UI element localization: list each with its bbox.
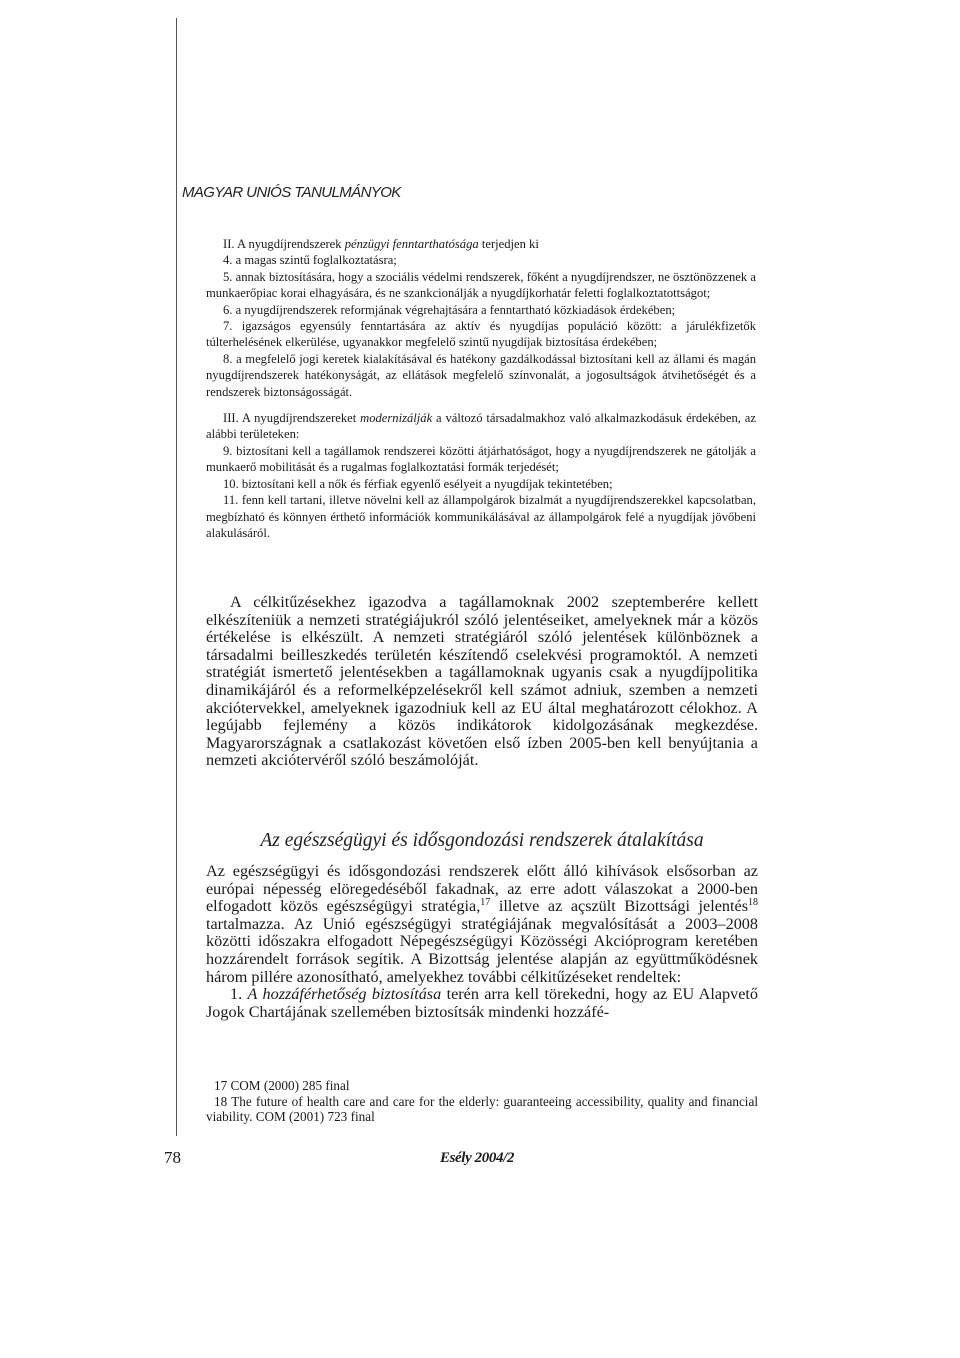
journal-name: Esély 2004/2: [440, 1150, 514, 1166]
section-iii-intro: III. A nyugdíjrendszereket modernizálják a változó társadalmakhoz való alkalmazkodásuk érdekében, az alábbi területeken:: [206, 411, 756, 442]
body-paragraph: A célkitűzésekhez igazodva a tagállamoknak 2002 szeptemberére kellett elkészíteniük a nemzeti stratégiájukról szóló jelentéseiket, amelyeknek már a közös értékelése is elkészült. A nemzeti stratégiáról szóló jelentések különböznek a társadalmi beilleszkedés területén készítendő cselekvési programoktól. A nemzeti stratégiát ismertető jelentésekben a tagállamoknak ugyanis csak a nyugdíjpolitika dinamikájáról és a reformelképzelésekről kell számot adniuk, szemben a nemzeti akciótervekkel, amelyeknek igazodniuk kell az EU által meghatározott célokhoz. A legújabb fejlemény a közös indikátorok kidolgozásának megkezdése. Magyarországnak a csatlakozást követően első ízben 2005-ben kell benyújtania a nemzeti akciótervéről szóló beszámolóját.: [206, 593, 758, 770]
list-item-5: 5. annak biztosítására, hogy a szociális védelmi rendszerek, főként a nyugdíjrendszer, ne ösztönözzenek a munkaerőpiac korai elhagyására, és ne szankcionálják a nyugdíjkorhatár feletti foglalkoztatottságot;: [206, 269, 756, 301]
list-item-7: 7. igazságos egyensúly fenntartására az aktív és nyugdíjas populáció között: a járulékfizetők túlterhelésének elkerülése, ugyanakkor megfelelő szintű nyugdíjak biztosítása érdekében;: [206, 319, 756, 350]
footnote-18: 18 The future of health care and care for the elderly: guaranteeing accessibility, quality and financial viability. COM (2001) 723 final: [206, 1093, 758, 1125]
list-item-11: 11. fenn kell tartani, illetve növelni kell az állampolgárok bizalmát a nyugdíjrendszerekkel kapcsolatban, megbízható és könnyen érthető információk kommunikálásával az állampolgárok felé a nyugdíjak jövőbeni alakulásáról.: [206, 493, 756, 540]
running-head: MAGYAR UNIÓS TANULMÁNYOK: [182, 184, 401, 201]
page-number: 78: [164, 1148, 181, 1167]
margin-rule: [176, 18, 177, 1136]
footnote-17: 17 COM (2000) 285 final: [214, 1078, 350, 1093]
footnotes: [206, 1078, 758, 1125]
list-item-4: 4. a magas szintű foglalkoztatásra;: [223, 253, 397, 268]
section-paragraph-1: Az egészségügyi és idősgondozási rendszerek előtt álló kihívások elsősorban az európai népesség elöregedéséből fakadnak, az erre adott válaszokat a 2000-ben elfogadott közös egészségügyi stratégia,$^{17}$ illetve az açszült Bizottsági jelentés$^{18}$ tartalmazza. Az Unió egészségügyi stratégiájának megvalósítását a 2003–2008 közötti időszakra elfogadott Népegészségügyi Közösségi Akcióprogram keretében hozzárendelt források segítik. A Bizottság jelentése alapján az együttműködésnek három pillére azonosítható, amelyekhez további célkitűzéseket rendeltek:: [206, 862, 758, 986]
section-body: [206, 863, 758, 1021]
footnote-ref-18[interactable]: 18: [748, 897, 758, 909]
section-paragraph-2: 1. A hozzáférhetőség biztosítása terén arra kell törekedni, hogy az EU Alapvető Jogok Chartájának szellemében biztosítsák mindenki hozzáfé-: [206, 985, 758, 1021]
section-heading: Az egészségügyi és idősgondozási rendszerek átalakítása: [260, 830, 704, 851]
footnote-ref-17[interactable]: 17: [480, 897, 491, 909]
section-ii-intro: II. A nyugdíjrendszerek pénzügyi fenntarthatósága terjedjen ki: [223, 237, 539, 251]
list-item-6: 6. a nyugdíjrendszerek reformjának végrehajtására a fenntartható közkiadások érdekében;: [223, 302, 676, 317]
list-item-8: 8. a megfelelő jogi keretek kialakításával és hatékony gazdálkodással biztosítani kell az állami és magán nyugdíjrendszerek hatékonyságát, az ellátások megfelelő színvonalát, a jogosultságok átvihetőségét és a rendszerek biztonságosságát.: [206, 351, 756, 399]
list-item-9: 9. biztosítani kell a tagállamok rendszerei közötti átjárhatóságot, hogy a nyugdíjrendszerek ne gátolják a munkaerő mobilitását és a rugalmas foglalkoztatási formák terjedését;: [206, 443, 756, 475]
list-item-10: 10. biztosítani kell a nők és férfiak egyenlő esélyeit a nyugdíjak tekintetében;: [223, 476, 613, 491]
goals-list: [206, 236, 756, 541]
main-body: [206, 594, 758, 770]
